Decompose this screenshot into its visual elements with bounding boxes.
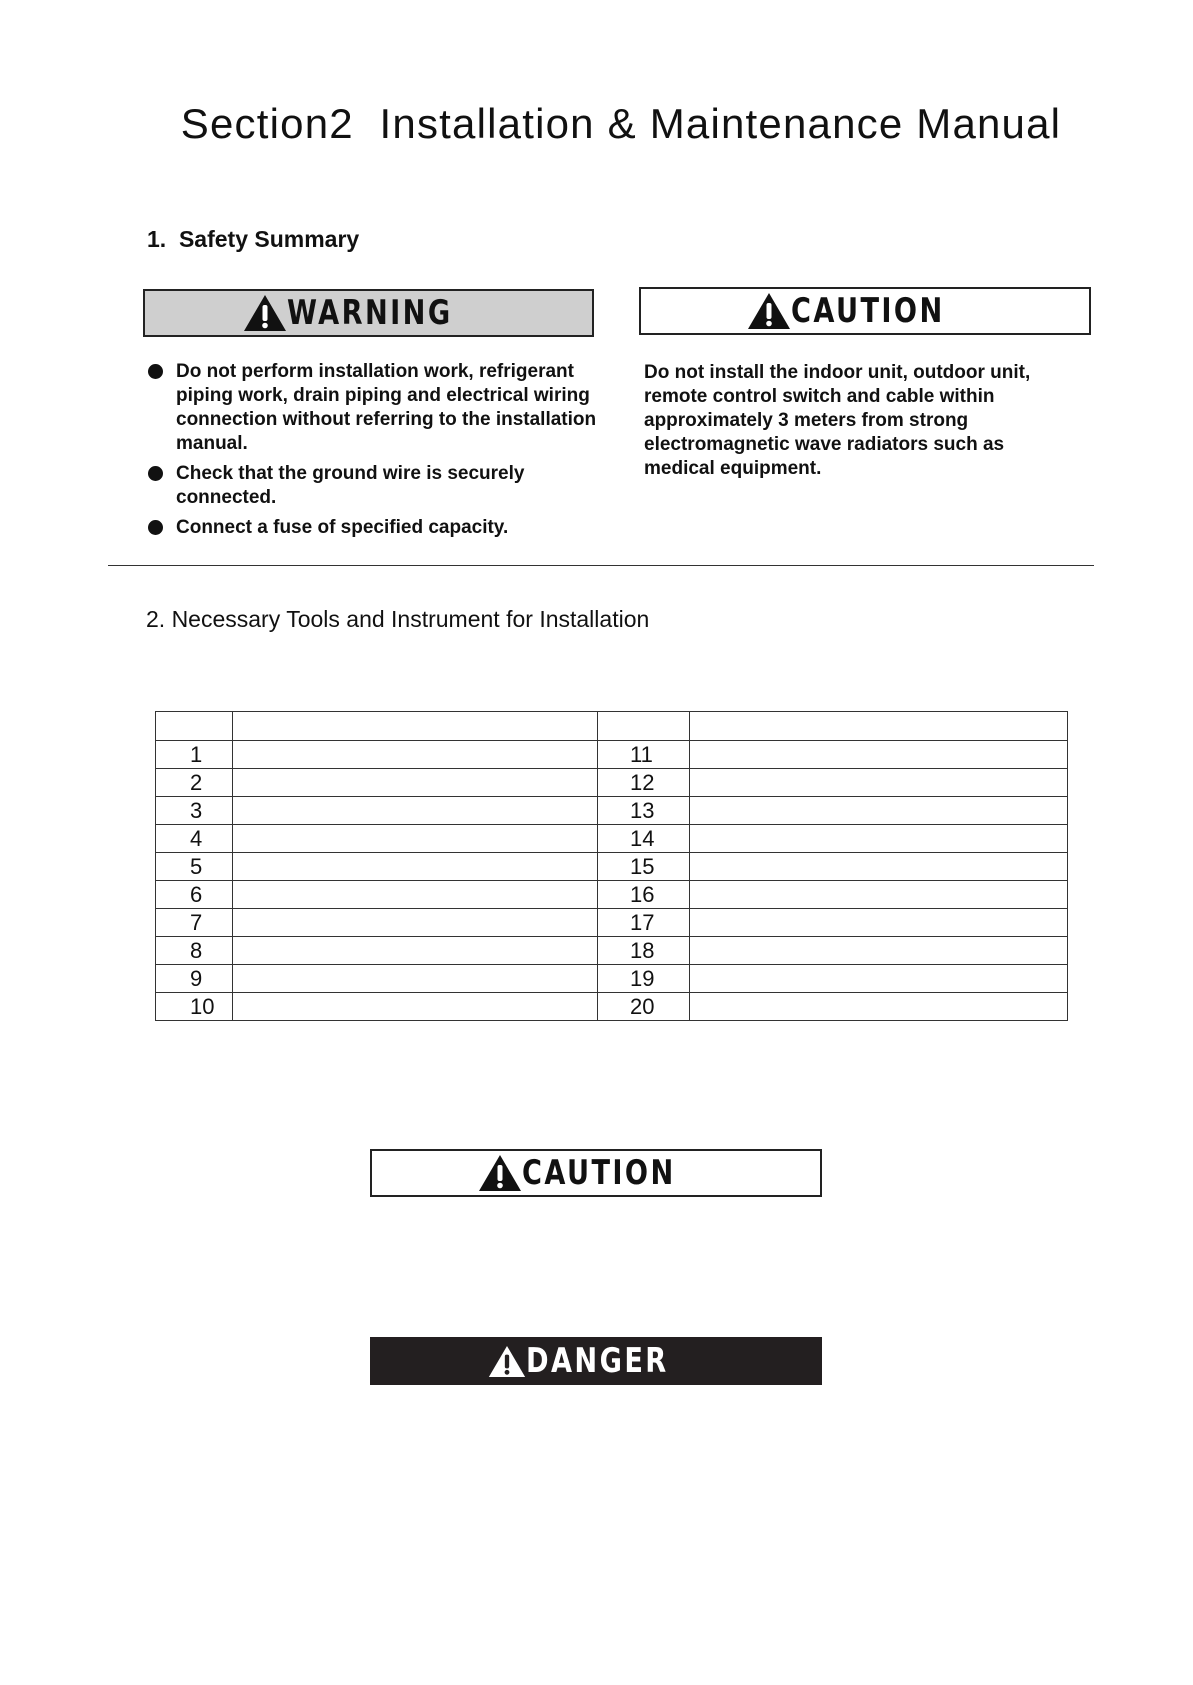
table-row (156, 937, 1068, 965)
table-cell (690, 797, 1068, 825)
warning-label: WARNING (287, 293, 453, 333)
warning-triangle-icon (488, 1345, 526, 1378)
table-cell: 9 (156, 965, 233, 993)
bullet-icon (148, 364, 163, 379)
table-row (156, 881, 1068, 909)
table-cell: 18 (598, 937, 690, 965)
warning-banner (143, 289, 594, 337)
table-cell: 12 (598, 769, 690, 797)
table-cell (233, 769, 598, 797)
table-cell (598, 712, 690, 741)
table-row (156, 769, 1068, 797)
table-row (156, 741, 1068, 769)
caution-label-2: CAUTION (521, 1153, 676, 1193)
table-cell (233, 937, 598, 965)
table-row (156, 909, 1068, 937)
divider (108, 565, 1094, 566)
table-cell: 20 (598, 993, 690, 1021)
table-cell (233, 712, 598, 741)
table-header-row (156, 712, 1068, 741)
caution-banner (639, 287, 1091, 335)
section2-heading: 2. Necessary Tools and Instrument for Installation (146, 606, 650, 632)
section1-heading: 1. Safety Summary (147, 226, 360, 252)
table-cell: 15 (598, 853, 690, 881)
table-cell: 8 (156, 937, 233, 965)
caution-label: CAUTION (790, 291, 945, 331)
table-cell: 11 (598, 741, 690, 769)
table-cell (690, 769, 1068, 797)
table-cell (690, 909, 1068, 937)
table-row (156, 797, 1068, 825)
table-cell (233, 797, 598, 825)
table-cell (690, 741, 1068, 769)
table-cell: 6 (156, 881, 233, 909)
danger-label: DANGER (525, 1341, 669, 1381)
table-cell: 17 (598, 909, 690, 937)
table-cell (233, 909, 598, 937)
list-item: Do not perform installation work, refrigerant piping work, drain piping and electrical wiring connection without referring to the installation manual. (147, 360, 607, 456)
warning-triangle-icon (747, 292, 791, 330)
table-cell: 4 (156, 825, 233, 853)
bullet-icon (148, 466, 163, 481)
table-cell (233, 993, 598, 1021)
table-cell (690, 853, 1068, 881)
table-row (156, 993, 1068, 1021)
table-cell: 10 (156, 993, 233, 1021)
list-item: Check that the ground wire is securely connected. (147, 462, 607, 510)
tools-table (155, 711, 1068, 1021)
table-cell: 14 (598, 825, 690, 853)
caution-text: Do not install the indoor unit, outdoor unit, remote control switch and cable within approximately 3 meters from strong electromagnetic wave radiators such as medical equipment. (644, 362, 1031, 479)
table-cell: 1 (156, 741, 233, 769)
table-cell: 19 (598, 965, 690, 993)
table-cell (233, 853, 598, 881)
warning-list (147, 360, 607, 546)
danger-banner (370, 1337, 822, 1385)
table-cell (690, 993, 1068, 1021)
table-cell: 13 (598, 797, 690, 825)
table-cell (233, 741, 598, 769)
table-cell: 2 (156, 769, 233, 797)
table-cell (690, 937, 1068, 965)
warning-triangle-icon (478, 1154, 522, 1192)
table-row (156, 825, 1068, 853)
table-row (156, 853, 1068, 881)
table-cell (690, 712, 1068, 741)
bullet-icon (148, 520, 163, 535)
table-cell (233, 881, 598, 909)
table-cell (690, 825, 1068, 853)
table-cell (690, 881, 1068, 909)
warning-triangle-icon (243, 294, 287, 332)
table-cell: 3 (156, 797, 233, 825)
table-cell (156, 712, 233, 741)
table-cell (690, 965, 1068, 993)
list-item: Connect a fuse of specified capacity. (147, 516, 607, 540)
table-cell (233, 825, 598, 853)
table-cell: 7 (156, 909, 233, 937)
table-cell: 16 (598, 881, 690, 909)
table-row (156, 965, 1068, 993)
caution-banner-2 (370, 1149, 822, 1197)
table-cell (233, 965, 598, 993)
table-cell: 5 (156, 853, 233, 881)
page-title: Section2 Installation & Maintenance Manual (180, 100, 1062, 147)
